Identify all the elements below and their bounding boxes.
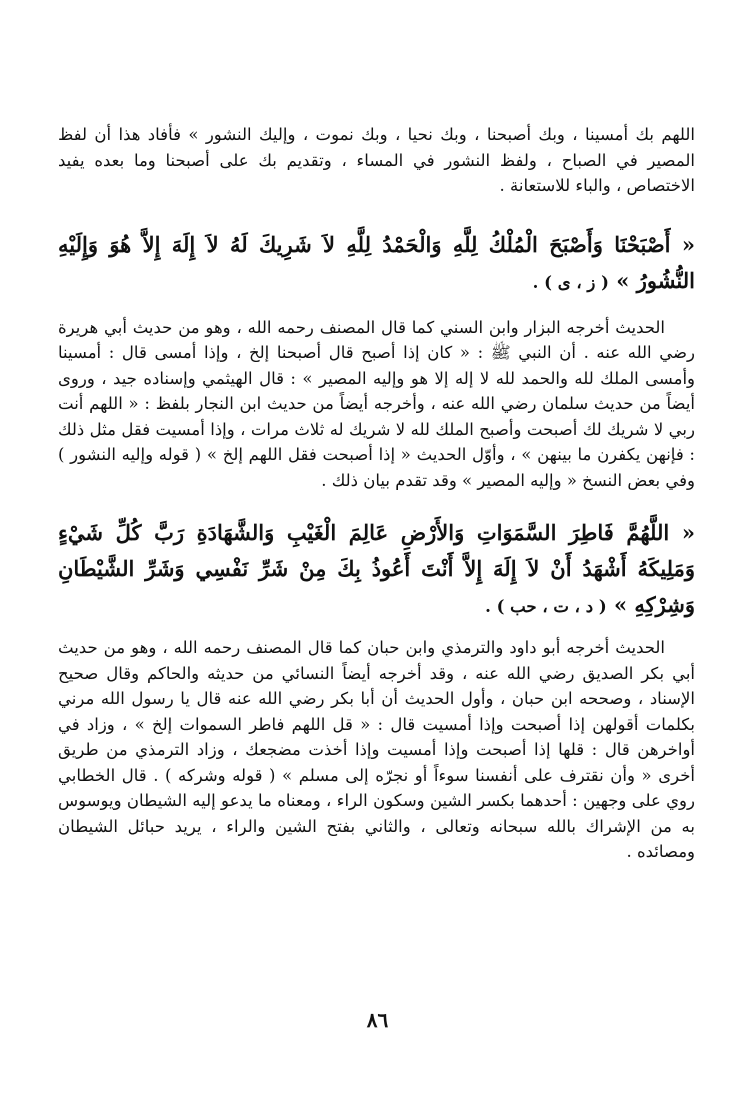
hadith-1-text: « أَصْبَحْنَا وَأَصْبَحَ الْمُلْكُ لِلَّهِ وَالْحَمْدُ لِلَّهِ لاَ شَرِيكَ لَهُ لاَ إِلَهَ إِلاَّ هُوَ وَإِلَيْهِ النُّشُورُ » xyxy=(58,231,695,293)
hadith-2-source: ( د ، ت ، حب ) . xyxy=(485,597,607,616)
hadith-1-source: ( ز ، ى ) . xyxy=(532,272,609,292)
hadith-2-text: « اللَّهُمَّ فَاطِرَ السَّمَوَاتِ وَالأَرْضِ عَالِمَ الْغَيْبِ وَالشَّهَادَةِ رَبَّ كُلِّ شَيْءٍ وَمَلِيكَهُ أَشْهَدُ أَنْ لاَ إِلَهَ إِلاَّ أَنْتَ أَعُوذُ بِكَ مِنْ شَرِّ نَفْسِي وَشَرِّ الشَّيْطَانِ وَشِرْكِهِ » xyxy=(58,520,695,617)
spacer xyxy=(58,625,695,635)
spacer xyxy=(58,493,695,515)
spacer xyxy=(58,301,695,315)
paragraph-2: الحديث أخرجه البزار وابن السني كما قال المصنف رحمه الله ، وهو من حديث أبي هريرة رضي الله عنه . أن النبي ﷺ : « كان إذا أصبح قال أصبحنا إلخ ، وإذا أمسى قال : أمسينا وأمسى الملك لله والحمد لله لا إله إلا هو وإليه المصير » : قال الهيثمي وإسناده جيد ، وروى أيضاً من حديث سلمان رضي الله عنه ، وأخرجه أيضاً من حديث ابن النجار بلفظ : « اللهم أنت ربي لا شريك لك أصبحت وأصبح الملك لله لا شريك له ثلاث مرات ، وإذا أمسيت فقل مثل ذلك : فإنهن يكفرن ما بينهن » ، وأوّل الحديث « إذا أصبحت فقل اللهم إلخ » ( قوله وإليه النشور ) وفي بعض النسخ « وإليه المصير » وقد تقدم بيان ذلك . xyxy=(58,317,695,490)
paragraph-1: اللهم بك أمسينا ، وبك أصبحنا ، وبك نحيا ، وبك نموت ، وإليك النشور » فأفاد هذا أن لفظ المصير في الصباح ، ولفظ النشور في المساء ، وتقديم بك على أصبحنا وما بعده يفيد الاختصاص ، والباء للاستعانة . xyxy=(58,125,695,195)
page-number: ٨٦ xyxy=(366,1008,389,1032)
hadith-1 xyxy=(58,227,695,301)
hadith-2 xyxy=(58,515,695,625)
spacer xyxy=(58,199,695,227)
paragraph-3: الحديث أخرجه أبو داود والترمذي وابن حبان كما قال المصنف رحمه الله ، وهو من حديث أبي بكر الصديق رضي الله عنه ، وقد أخرجه أيضاً النسائي من حديثه والحاكم وقال صحيح الإسناد ، وصححه ابن حبان ، وأول الحديث أن أبا بكر رضي الله عنه قال يا رسول الله مرني بكلمات أقولهن إذا أصبحت وإذا أمسيت قال : « قل اللهم فاطر السموات إلخ » ، وزاد في أواخرهن قال : قلها إذا أصبحت وإذا أمسيت وإذا أخذت مضجعك ، وزاد الترمذي من طريق أخرى « وأن نقترف على أنفسنا سوءاً أو نجرّه إلى مسلم » ( قوله وشركه ) . قال الخطابي روي على وجهين : أحدهما بكسر الشين وسكون الراء ، ومعناه ما يدعو إليه الشيطان ويوسوس به من الإشراك بالله سبحانه وتعالى ، والثاني بفتح الشين والراء ، يريد حبائل الشيطان ومصائده . xyxy=(58,638,695,861)
